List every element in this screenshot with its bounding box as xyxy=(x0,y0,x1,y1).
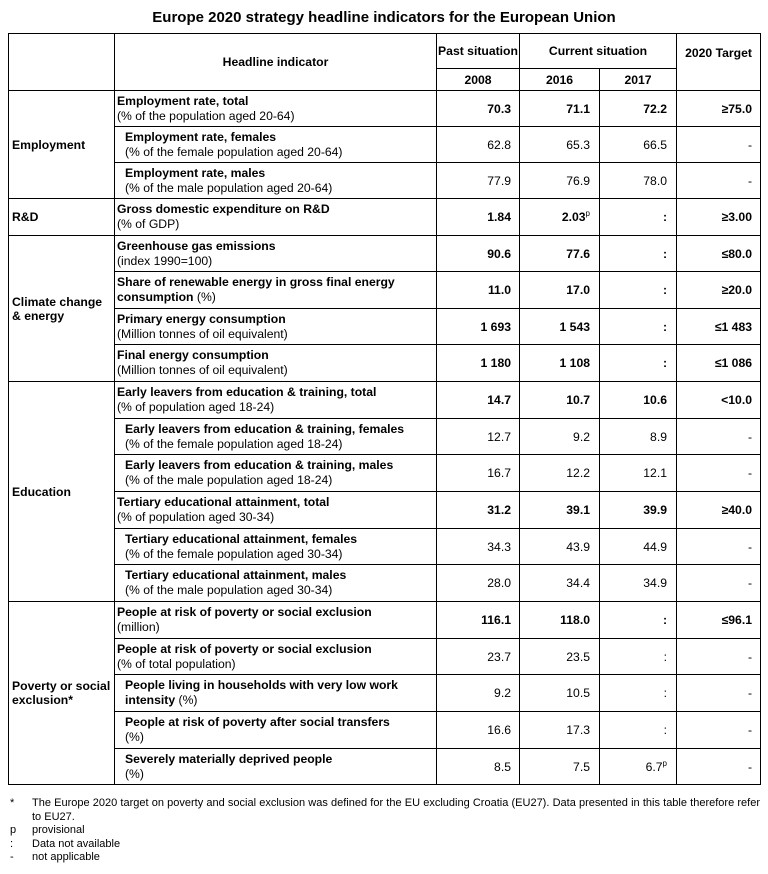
value-v2017 xyxy=(600,91,677,127)
table-row xyxy=(9,236,761,272)
value-text: 118.0 xyxy=(560,613,590,627)
value-text: 1 180 xyxy=(480,356,511,370)
value-target xyxy=(677,419,761,455)
value-v2016 xyxy=(520,236,600,272)
indicator-unit: (% of the male population aged 18-24) xyxy=(125,473,333,487)
value-text: 8.9 xyxy=(650,429,667,444)
indicator-cell xyxy=(115,91,437,127)
value-v2016 xyxy=(520,749,600,785)
value-text: 34.4 xyxy=(566,576,590,590)
value-text: - xyxy=(747,539,752,554)
indicators-table xyxy=(8,33,761,785)
value-target xyxy=(677,529,761,565)
value-text: 34.9 xyxy=(643,576,667,590)
indicator-cell xyxy=(115,199,437,236)
indicator-title: Tertiary educational attainment, total xyxy=(117,495,330,509)
value-target xyxy=(677,163,761,199)
value-target xyxy=(677,199,761,236)
value-text: 1 108 xyxy=(559,356,590,370)
indicator-unit: (%) xyxy=(178,693,198,707)
indicator-cell xyxy=(115,236,437,272)
value-text: - xyxy=(747,576,752,590)
indicator-unit: (%) xyxy=(125,766,144,781)
value-v2008 xyxy=(437,199,520,236)
indicator-unit: (million) xyxy=(117,620,160,634)
value-target xyxy=(677,492,761,529)
value-text: 7.5 xyxy=(573,759,590,774)
indicator-title: Early leavers from education & training, total xyxy=(117,385,377,399)
provisional-flag: p xyxy=(662,758,667,768)
value-text: - xyxy=(747,649,752,664)
value-text: : xyxy=(662,356,667,370)
value-text: 17.0 xyxy=(566,283,590,297)
value-text: <10.0 xyxy=(721,393,752,407)
value-text: 12.1 xyxy=(643,466,667,480)
value-v2017 xyxy=(600,272,677,309)
value-text: - xyxy=(747,686,752,700)
indicator-unit: (%) xyxy=(125,730,144,744)
value-v2016 xyxy=(520,712,600,749)
indicator-cell xyxy=(115,492,437,529)
indicator-unit: (% of the male population aged 20-64) xyxy=(125,180,333,195)
value-text: : xyxy=(662,246,667,261)
value-text: ≥20.0 xyxy=(721,283,752,297)
indicator-title: People at risk of poverty or social exclusion xyxy=(117,605,372,619)
current-situation-header: Current situation xyxy=(520,34,677,69)
value-v2008 xyxy=(437,675,520,712)
footnote-mark: p xyxy=(10,824,17,836)
past-situation-header: Past situation xyxy=(437,34,520,69)
value-v2016 xyxy=(520,565,600,602)
indicator-unit: (% of the male population aged 30-34) xyxy=(125,583,333,597)
value-text: - xyxy=(747,723,752,737)
indicator-cell xyxy=(115,382,437,419)
footnote-mark: - xyxy=(10,851,14,863)
value-text: 77.9 xyxy=(487,173,511,188)
value-text: ≥3.00 xyxy=(721,210,752,224)
footnote-mark: : xyxy=(10,837,14,850)
indicator-title: Early leavers from education & training, males xyxy=(125,458,394,472)
value-target xyxy=(677,675,761,712)
indicator-unit: (% of the female population aged 30-34) xyxy=(125,546,343,561)
indicator-cell xyxy=(115,565,437,602)
value-text: 9.2 xyxy=(494,686,511,700)
value-text: ≤80.0 xyxy=(721,246,752,261)
indicator-unit: (% of population aged 30-34) xyxy=(117,510,275,524)
value-v2008 xyxy=(437,236,520,272)
value-text: : xyxy=(662,283,667,297)
table-row xyxy=(9,455,761,492)
value-text: : xyxy=(663,686,667,700)
indicator-title: People living in households with very low work intensity xyxy=(125,678,398,707)
value-text: 1 693 xyxy=(480,319,511,334)
indicator-title: People at risk of poverty after social transfers xyxy=(125,715,390,729)
table-row xyxy=(9,639,761,675)
value-text: 65.3 xyxy=(566,137,590,152)
value-v2016 xyxy=(520,455,600,492)
value-target xyxy=(677,639,761,675)
table-row xyxy=(9,749,761,785)
value-v2008 xyxy=(437,712,520,749)
value-text: 39.9 xyxy=(643,503,667,517)
group-label: R&D xyxy=(9,199,115,236)
provisional-flag: p xyxy=(585,209,590,219)
value-text: 17.3 xyxy=(566,723,590,737)
value-v2008 xyxy=(437,419,520,455)
value-v2017 xyxy=(600,565,677,602)
value-text: 44.9 xyxy=(643,539,667,554)
value-target xyxy=(677,712,761,749)
indicator-cell xyxy=(115,309,437,345)
value-v2017 xyxy=(600,163,677,199)
value-text: ≤1 483 xyxy=(714,319,752,334)
indicator-cell xyxy=(115,639,437,675)
value-text: 16.6 xyxy=(487,723,511,737)
indicator-cell xyxy=(115,419,437,455)
value-text: 34.3 xyxy=(487,539,511,554)
value-text: 71.1 xyxy=(566,101,590,116)
indicator-cell xyxy=(115,712,437,749)
value-v2017 xyxy=(600,127,677,163)
value-v2008 xyxy=(437,749,520,785)
footnote-mark: * xyxy=(10,797,15,809)
indicator-unit: (Million tonnes of oil equivalent) xyxy=(117,363,288,377)
value-text: 14.7 xyxy=(487,393,511,407)
footnote-text: Data not available xyxy=(32,837,121,850)
indicator-unit: (% of the female population aged 20-64) xyxy=(125,144,343,159)
indicator-cell xyxy=(115,602,437,639)
group-header-cell xyxy=(9,34,115,91)
value-text: 76.9 xyxy=(566,173,590,188)
table-row xyxy=(9,382,761,419)
value-v2017 xyxy=(600,345,677,382)
value-v2017 xyxy=(600,236,677,272)
value-v2017 xyxy=(600,675,677,712)
value-text: ≤96.1 xyxy=(721,613,752,627)
value-text: 1 543 xyxy=(559,319,590,334)
indicator-title: Employment rate, total xyxy=(117,93,249,108)
value-v2008 xyxy=(437,309,520,345)
indicator-header: Headline indicator xyxy=(115,34,437,91)
value-target xyxy=(677,382,761,419)
value-v2016 xyxy=(520,382,600,419)
value-text: : xyxy=(662,210,667,224)
indicator-title: Employment rate, females xyxy=(125,129,277,144)
indicator-title: Final energy consumption xyxy=(117,348,269,362)
value-text: : xyxy=(662,319,667,334)
indicator-title: Share of renewable energy in gross final energy consumption xyxy=(117,275,395,304)
indicator-cell xyxy=(115,345,437,382)
footnote xyxy=(8,824,760,838)
value-text: 12.2 xyxy=(566,466,590,480)
indicator-cell xyxy=(115,529,437,565)
value-text: 9.2 xyxy=(573,429,590,444)
table-row xyxy=(9,419,761,455)
indicator-unit: (% of total population) xyxy=(117,656,236,671)
value-text: 66.5 xyxy=(643,137,667,152)
value-target xyxy=(677,602,761,639)
value-text: 31.2 xyxy=(487,503,511,517)
indicator-title: Primary energy consumption xyxy=(117,311,286,326)
target-header: 2020 Target xyxy=(677,34,761,91)
value-v2008 xyxy=(437,163,520,199)
indicator-unit: (Million tonnes of oil equivalent) xyxy=(117,326,288,341)
value-text: 16.7 xyxy=(487,466,511,480)
value-v2008 xyxy=(437,455,520,492)
value-v2016 xyxy=(520,675,600,712)
value-text: - xyxy=(747,137,752,152)
value-text: 23.7 xyxy=(487,649,511,664)
value-v2016 xyxy=(520,345,600,382)
value-v2017 xyxy=(600,419,677,455)
group-label: Poverty or social exclusion* xyxy=(9,602,115,785)
indicator-title: Early leavers from education & training, females xyxy=(125,421,405,436)
value-v2008 xyxy=(437,565,520,602)
value-v2016 xyxy=(520,529,600,565)
value-text: 116.1 xyxy=(481,613,511,627)
value-v2016 xyxy=(520,127,600,163)
footnote xyxy=(8,797,760,824)
value-text: 43.9 xyxy=(566,539,590,554)
value-text: 39.1 xyxy=(566,503,590,517)
value-text: 10.6 xyxy=(643,393,667,407)
footnote xyxy=(8,838,760,852)
value-text: - xyxy=(747,429,752,444)
value-target xyxy=(677,91,761,127)
value-target xyxy=(677,565,761,602)
value-text: 10.5 xyxy=(566,686,590,700)
value-v2008 xyxy=(437,492,520,529)
table-row xyxy=(9,529,761,565)
indicator-unit: (% of population aged 18-24) xyxy=(117,400,275,414)
table-row xyxy=(9,91,761,127)
value-v2008 xyxy=(437,127,520,163)
value-text: : xyxy=(663,723,667,737)
value-v2017 xyxy=(600,492,677,529)
table-row xyxy=(9,675,761,712)
indicator-unit: (%) xyxy=(196,290,216,304)
value-text: - xyxy=(747,759,752,774)
value-text: ≥75.0 xyxy=(721,101,752,116)
indicator-unit: (% of the population aged 20-64) xyxy=(117,108,295,123)
group-label: Climate change & energy xyxy=(9,236,115,382)
value-text: ≤1 086 xyxy=(714,356,752,370)
indicator-unit: (index 1990=100) xyxy=(117,253,213,268)
value-v2017 xyxy=(600,712,677,749)
table-row xyxy=(9,712,761,749)
indicator-title: Gross domestic expenditure on R&D xyxy=(117,202,330,216)
indicator-title: Tertiary educational attainment, males xyxy=(125,568,347,582)
value-text: 8.5 xyxy=(494,759,511,774)
indicator-cell xyxy=(115,127,437,163)
value-v2016 xyxy=(520,419,600,455)
value-text: 90.6 xyxy=(487,246,511,261)
indicator-cell xyxy=(115,455,437,492)
value-v2016 xyxy=(520,163,600,199)
value-v2008 xyxy=(437,345,520,382)
footnote-text: not applicable xyxy=(32,851,100,863)
value-v2008 xyxy=(437,91,520,127)
value-v2017 xyxy=(600,602,677,639)
footnote-text: provisional xyxy=(32,824,85,836)
year-2017-header: 2017 xyxy=(600,69,677,91)
value-target xyxy=(677,749,761,785)
indicator-title: People at risk of poverty or social exclusion xyxy=(117,641,372,656)
table-title: Europe 2020 strategy headline indicators for the European Union xyxy=(152,9,616,26)
table-row xyxy=(9,163,761,199)
value-target xyxy=(677,345,761,382)
value-text: 10.7 xyxy=(566,393,590,407)
value-v2017 xyxy=(600,455,677,492)
value-text: 62.8 xyxy=(487,137,511,152)
value-v2008 xyxy=(437,272,520,309)
table-row xyxy=(9,272,761,309)
value-v2016 xyxy=(520,199,600,236)
value-text: 72.2 xyxy=(643,101,667,116)
table-row xyxy=(9,199,761,236)
indicator-title: Tertiary educational attainment, females xyxy=(125,531,358,546)
indicator-cell xyxy=(115,163,437,199)
footnotes xyxy=(8,797,760,865)
value-v2008 xyxy=(437,602,520,639)
indicator-cell xyxy=(115,272,437,309)
indicator-title: Severely materially deprived people xyxy=(125,751,333,766)
value-text: 12.7 xyxy=(487,429,511,444)
value-text: 70.3 xyxy=(487,101,511,116)
value-v2017 xyxy=(600,309,677,345)
table-row xyxy=(9,565,761,602)
value-v2008 xyxy=(437,382,520,419)
value-text: 78.0 xyxy=(643,173,667,188)
value-v2016 xyxy=(520,639,600,675)
value-text: ≥40.0 xyxy=(721,503,752,517)
value-v2016 xyxy=(520,602,600,639)
value-text: : xyxy=(663,649,667,664)
indicator-cell xyxy=(115,675,437,712)
group-label: Education xyxy=(9,382,115,602)
table-row xyxy=(9,127,761,163)
value-text: 2.03 xyxy=(561,210,586,225)
value-text: : xyxy=(662,613,667,627)
value-v2017 xyxy=(600,749,677,785)
value-v2008 xyxy=(437,529,520,565)
indicator-unit: (% of the female population aged 18-24) xyxy=(125,436,343,451)
indicator-unit: (% of GDP) xyxy=(117,217,180,231)
value-target xyxy=(677,455,761,492)
value-target xyxy=(677,127,761,163)
table-row xyxy=(9,345,761,382)
value-v2017 xyxy=(600,382,677,419)
value-text: 23.5 xyxy=(566,649,590,664)
value-v2016 xyxy=(520,309,600,345)
value-v2016 xyxy=(520,272,600,309)
value-v2016 xyxy=(520,492,600,529)
table-row xyxy=(9,602,761,639)
value-v2017 xyxy=(600,199,677,236)
value-text: 77.6 xyxy=(566,246,590,261)
value-text: 11.0 xyxy=(487,283,511,297)
footnote-text: The Europe 2020 target on poverty and social exclusion was defined for the EU excluding Croatia (EU27). Data presented in this table therefore refer to EU27. xyxy=(32,797,760,823)
indicator-cell xyxy=(115,749,437,785)
value-v2017 xyxy=(600,529,677,565)
value-target xyxy=(677,236,761,272)
value-target xyxy=(677,309,761,345)
indicator-title: Greenhouse gas emissions xyxy=(117,238,276,253)
value-v2016 xyxy=(520,91,600,127)
group-label: Employment xyxy=(9,91,115,199)
value-text: 28.0 xyxy=(487,576,511,590)
value-text: - xyxy=(747,466,752,480)
indicator-title: Employment rate, males xyxy=(125,165,266,180)
table-row xyxy=(9,492,761,529)
year-2008-header: 2008 xyxy=(437,69,520,91)
value-v2008 xyxy=(437,639,520,675)
table-row xyxy=(9,309,761,345)
value-v2017 xyxy=(600,639,677,675)
table-body xyxy=(9,91,761,785)
value-text: 1.84 xyxy=(487,210,511,224)
year-2016-header: 2016 xyxy=(520,69,600,91)
value-target xyxy=(677,272,761,309)
footnote xyxy=(8,851,760,865)
value-text: 6.7 xyxy=(645,760,663,775)
value-text: - xyxy=(747,173,752,188)
